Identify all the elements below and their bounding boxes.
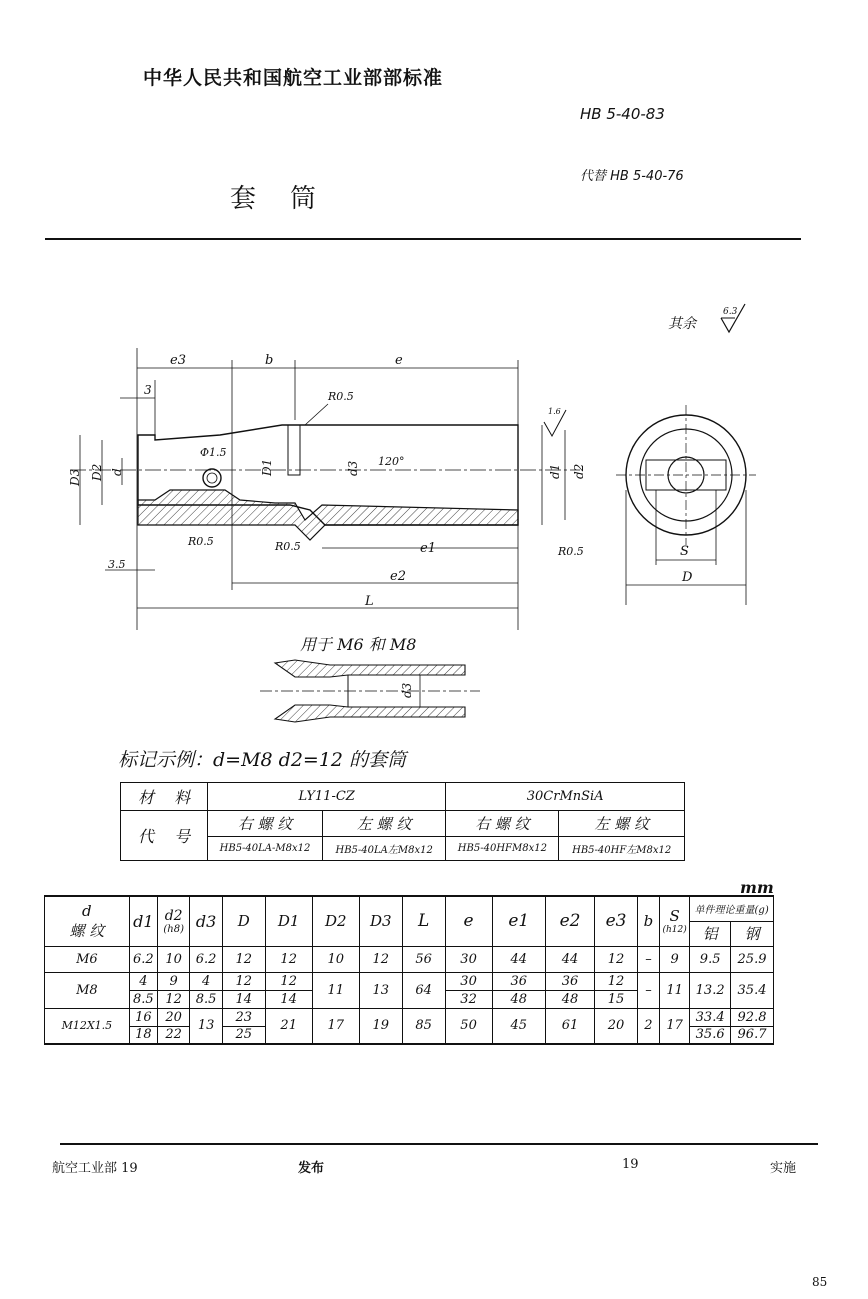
svg-text:3: 3 <box>144 383 152 397</box>
svg-text:D2: D2 <box>90 463 104 481</box>
unit-label: mm <box>740 878 774 897</box>
footer-year: 19 <box>622 1157 639 1172</box>
replaces-note: 代替 HB 5-40-76 <box>580 169 684 184</box>
footer-rule <box>60 1143 818 1145</box>
dimensions-table: d 螺 纹 d1 d2 (h8) d3 D D1 D2 D3 L e e1 e2 e3 b S (h12) 单件理论重量(g) 铝 钢 M6 6.2 10 6.2 12 12 10 12 56 30 44 44 12 – 9 9.5 25.9 M8 4 9 4 12 12 11 13 64 30 36 36 12 – 11 13.2 35.4 8.5 12 8.5 14 14 32 48 48 15 M12X1.5 16 20 13 23 21 17 19 85 50 45 61 20 2 17 33.4 92.8 18 22 25 35.6 96.7 <box>44 895 774 1045</box>
footer-issued: 发布 <box>298 1161 325 1176</box>
svg-text:R0.5: R0.5 <box>188 535 214 548</box>
svg-text:d1: d1 <box>548 463 562 479</box>
detail-drawing <box>260 655 490 730</box>
svg-text:Φ1.5: Φ1.5 <box>200 446 227 459</box>
col-d: d 螺 纹 <box>45 896 130 946</box>
mat-ly11: LY11-CZ <box>208 783 446 811</box>
footer-effective: 实施 <box>770 1161 797 1176</box>
svg-text:R0.5: R0.5 <box>275 540 301 553</box>
detail-caption: 用于 M6 和 M8 <box>300 635 417 654</box>
svg-text:3.5: 3.5 <box>108 558 126 571</box>
mat-head: 材 料 <box>121 783 208 811</box>
svg-text:D: D <box>682 570 693 585</box>
standard-title: 中华人民共和国航空工业部部标准 <box>143 67 444 89</box>
svg-text:R0.5: R0.5 <box>328 390 354 403</box>
svg-text:1.6: 1.6 <box>548 407 561 416</box>
page-number: 85 <box>812 1275 828 1289</box>
svg-text:e2: e2 <box>390 569 406 584</box>
svg-text:R0.5: R0.5 <box>558 545 584 558</box>
svg-text:e1: e1 <box>420 541 436 556</box>
svg-text:e3: e3 <box>170 353 186 368</box>
materials-table: 材 料 LY11-CZ 30CrMnSiA 代 号 右 螺 纹 左 螺 纹 右 螺 纹 左 螺 纹 HB5-40LA-M8x12 HB5-40LA左M8x12 HB5-40HFM8x12 HB5-40HF左M8x12 <box>120 782 685 861</box>
svg-text:D3: D3 <box>68 468 82 486</box>
document-name: 套筒 <box>230 184 351 214</box>
table-row: M12X1.5 16 20 13 23 21 17 19 85 50 45 61 20 2 17 33.4 92.8 <box>45 1008 774 1026</box>
standard-number: HB 5-40-83 <box>580 105 665 123</box>
header-rule <box>45 238 801 240</box>
roughness-symbol-icon <box>715 300 755 340</box>
svg-text:e: e <box>395 353 403 368</box>
table-row: M6 6.2 10 6.2 12 12 10 12 56 30 44 44 12 – 9 9.5 25.9 <box>45 946 774 972</box>
svg-text:d2: d2 <box>572 463 586 479</box>
table-row: M8 4 9 4 12 12 11 13 64 30 36 36 12 – 11 13.2 35.4 <box>45 972 774 990</box>
svg-text:120°: 120° <box>378 455 405 468</box>
svg-text:d: d <box>110 468 124 476</box>
svg-text:d3: d3 <box>346 460 360 476</box>
roughness-label: 其余 <box>668 316 696 332</box>
svg-text:d3: d3 <box>400 682 414 698</box>
svg-text:D1: D1 <box>260 458 274 476</box>
svg-text:S: S <box>680 544 689 559</box>
sleeve-drawing <box>60 340 760 630</box>
marking-example: 标记示例：d=M8 d2=12 的套筒 <box>118 749 407 771</box>
svg-text:L: L <box>365 594 374 609</box>
code-head: 代 号 <box>121 811 208 861</box>
mat-30crmnsia: 30CrMnSiA <box>446 783 685 811</box>
roughness-value: 6.3 <box>723 307 738 317</box>
svg-text:b: b <box>265 353 274 368</box>
footer-issuer: 航空工业部 19 <box>52 1161 138 1176</box>
